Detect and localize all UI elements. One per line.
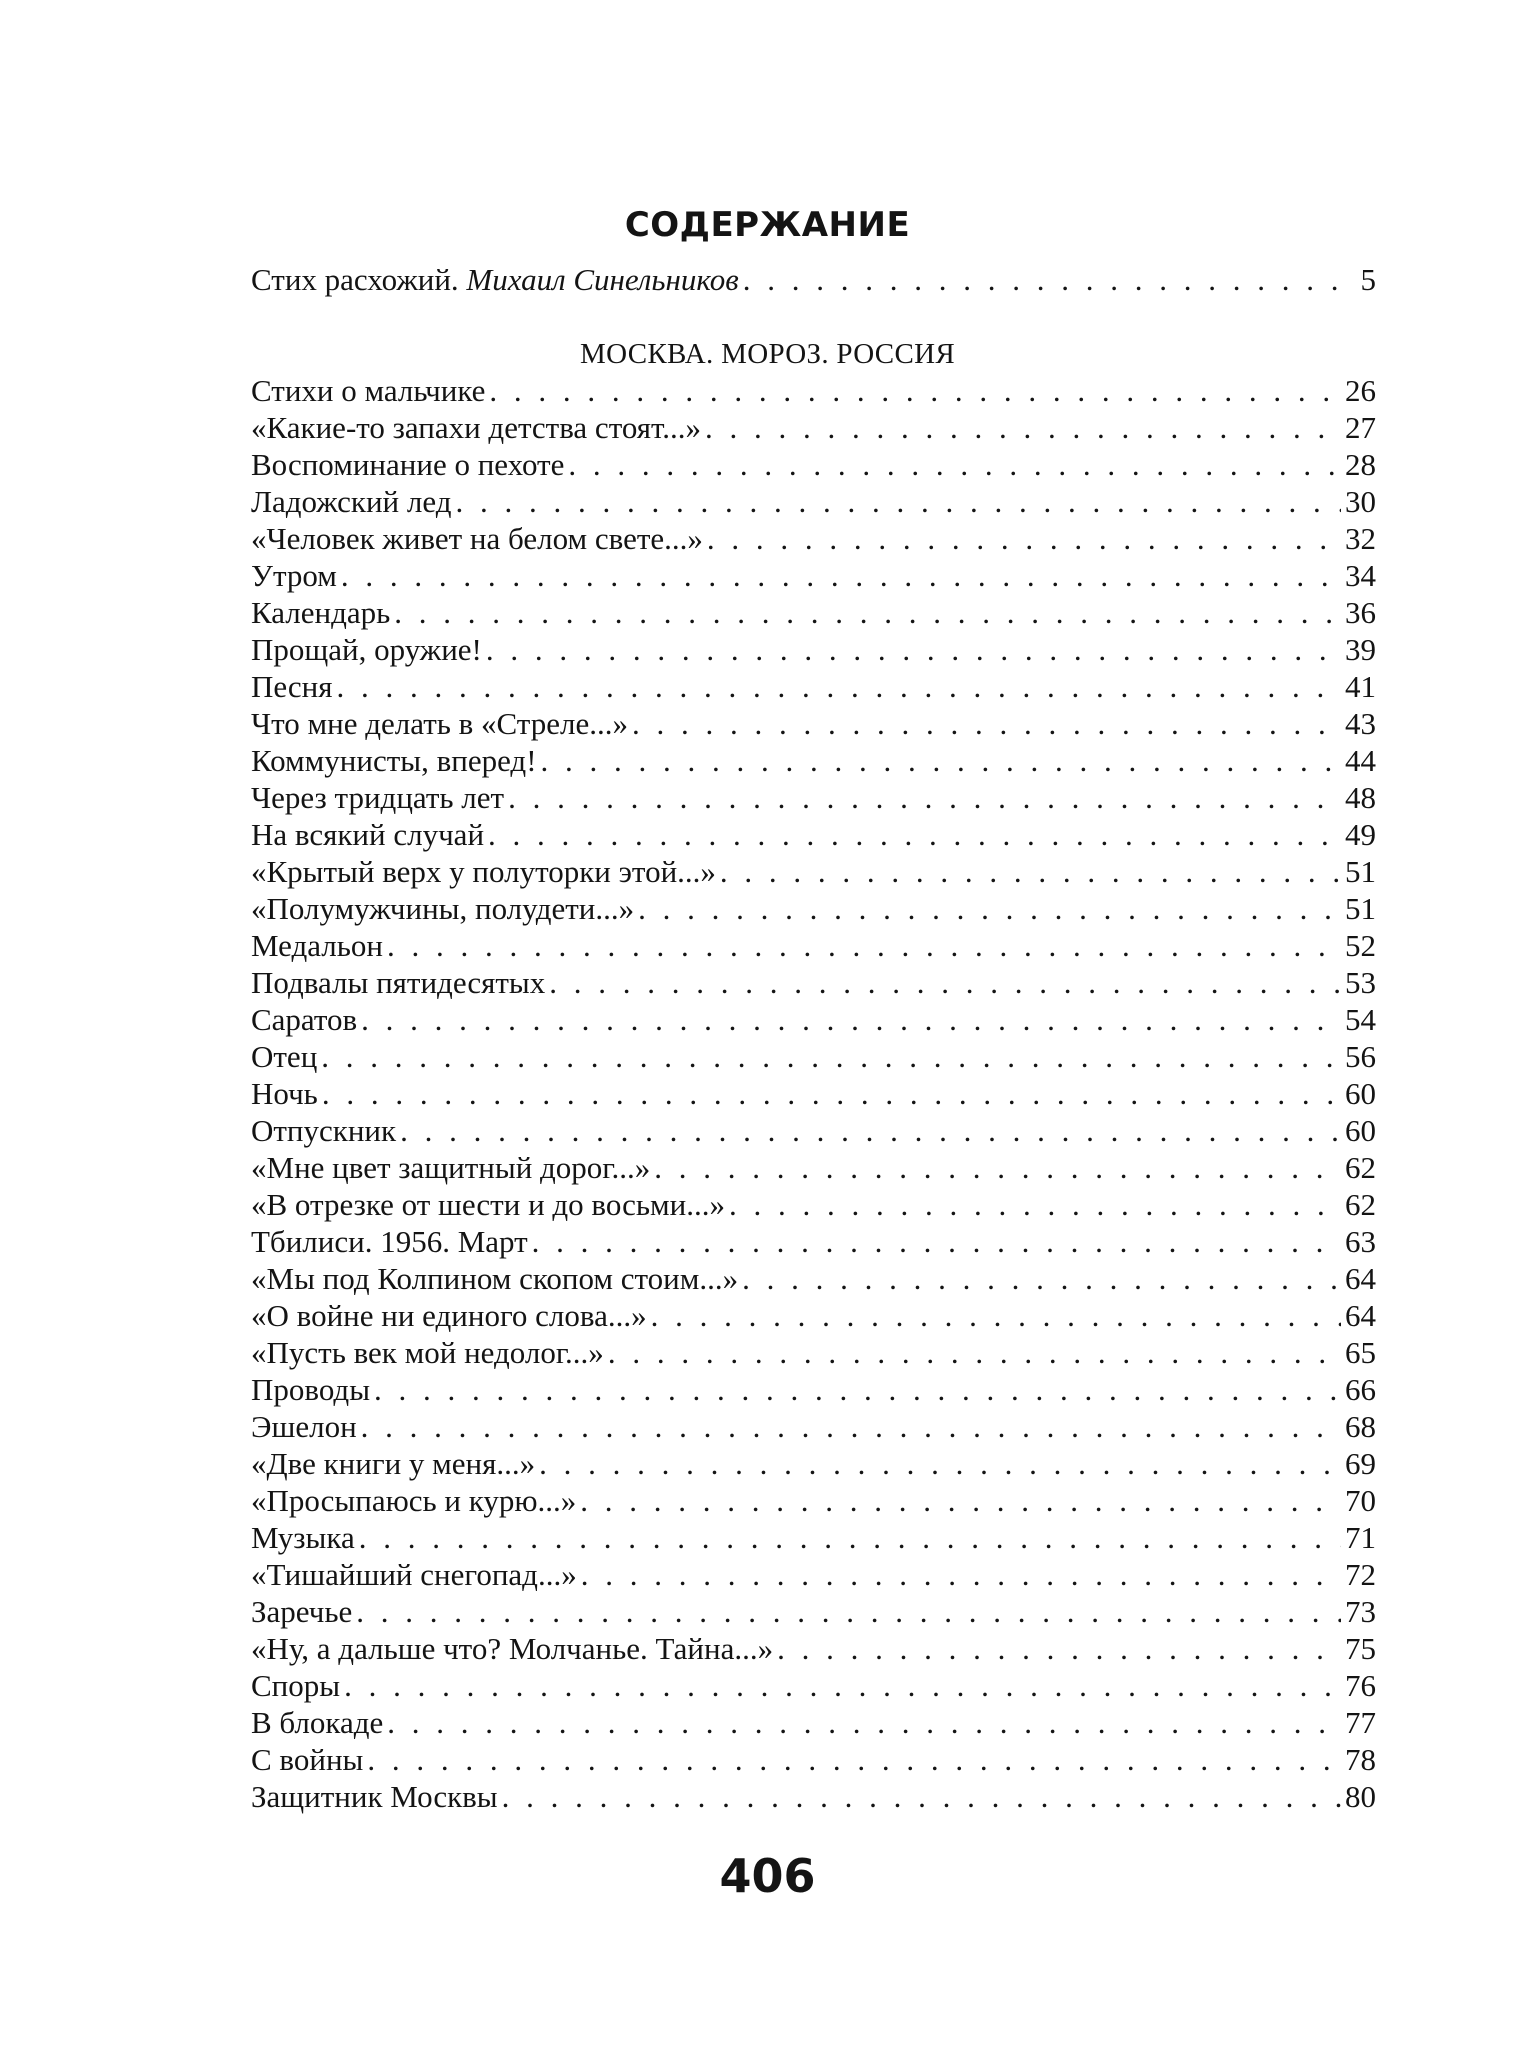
dot-leader xyxy=(581,1556,1341,1593)
toc-entry-page: 32 xyxy=(1345,521,1376,556)
toc-entry-title: «В отрезке от шести и до восьми...» xyxy=(251,1187,725,1222)
toc-entry-title: «Мне цвет защитный дорог...» xyxy=(251,1150,651,1185)
dot-leader xyxy=(361,1408,1341,1445)
toc-entry-page: 26 xyxy=(1345,373,1376,408)
toc-entry xyxy=(251,483,1376,520)
toc-entry-title: Что мне делать в «Стреле...» xyxy=(251,706,628,741)
toc-entry-title: Отпускник xyxy=(251,1113,397,1148)
dot-leader xyxy=(321,1038,1341,1075)
toc-entry xyxy=(251,1001,1376,1038)
toc-entry-title: Медальон xyxy=(251,928,384,963)
toc-entry xyxy=(251,1371,1376,1408)
toc-entry xyxy=(251,853,1376,890)
toc-entry xyxy=(251,779,1376,816)
toc-entry-title: «Две книги у меня...» xyxy=(251,1446,536,1481)
toc-entry-page: 48 xyxy=(1345,780,1376,815)
dot-leader xyxy=(654,1149,1341,1186)
toc-entry xyxy=(251,446,1376,483)
toc-entry-page: 43 xyxy=(1345,706,1376,741)
toc-entry-page: 63 xyxy=(1345,1224,1376,1259)
toc-entry-title: «Просыпаюсь и курю...» xyxy=(251,1483,577,1518)
toc-entry-title: Календарь xyxy=(251,595,391,630)
toc-entry xyxy=(251,1630,1376,1667)
toc-entry-page: 30 xyxy=(1345,484,1376,519)
page-number: 406 xyxy=(719,1849,816,1903)
dot-leader xyxy=(742,1260,1341,1297)
toc-entry-title: «Тишайший снегопад...» xyxy=(251,1557,577,1592)
dot-leader xyxy=(777,1630,1341,1667)
toc-entry-title: Песня xyxy=(251,669,333,704)
toc-entry xyxy=(251,631,1376,668)
toc-list xyxy=(251,372,1376,1815)
toc-entry-title: «О войне ни единого слова...» xyxy=(251,1298,647,1333)
toc-entry-page: 64 xyxy=(1345,1261,1376,1296)
dot-leader xyxy=(539,1445,1341,1482)
toc-entry-page: 53 xyxy=(1345,965,1376,1000)
toc-entry-page: 77 xyxy=(1345,1705,1376,1740)
dot-leader xyxy=(322,1075,1341,1112)
toc-entry-page: 41 xyxy=(1345,669,1376,704)
toc-entry-page: 27 xyxy=(1345,410,1376,445)
toc-entry-title: С войны xyxy=(251,1742,364,1777)
dot-leader xyxy=(638,890,1341,927)
toc-entry xyxy=(251,1408,1376,1445)
dot-leader xyxy=(532,1223,1341,1260)
toc-entry xyxy=(251,1260,1376,1297)
toc-entry-page: 64 xyxy=(1345,1298,1376,1333)
dot-leader xyxy=(361,1001,1341,1038)
toc-entry xyxy=(251,1112,1376,1149)
toc-entry-page: 44 xyxy=(1345,743,1376,778)
toc-entry-title: «Пусть век мой недолог...» xyxy=(251,1335,604,1370)
dot-leader xyxy=(341,557,1341,594)
toc-entry-title: Ладожский лед xyxy=(251,484,452,519)
toc-entry-intro xyxy=(251,258,1376,302)
toc-entry-page: 78 xyxy=(1345,1742,1376,1777)
dot-leader xyxy=(502,1778,1341,1815)
dot-leader xyxy=(549,964,1341,1001)
toc-entry-title: Тбилиси. 1956. Март xyxy=(251,1224,528,1259)
toc-entry-page: 66 xyxy=(1345,1372,1376,1407)
toc-entry xyxy=(251,1482,1376,1519)
dot-leader xyxy=(541,742,1341,779)
dot-leader xyxy=(580,1482,1341,1519)
toc-entry-page: 76 xyxy=(1345,1668,1376,1703)
toc-entry xyxy=(251,1778,1376,1815)
dot-leader xyxy=(344,1667,1341,1704)
toc-entry xyxy=(251,1556,1376,1593)
toc-entry-page: 34 xyxy=(1345,558,1376,593)
toc-entry-page: 75 xyxy=(1345,1631,1376,1666)
toc-entry-page: 62 xyxy=(1345,1150,1376,1185)
toc-entry-page: 5 xyxy=(1360,262,1376,297)
toc-entry xyxy=(251,1149,1376,1186)
toc-entry xyxy=(251,668,1376,705)
toc-entry-title: Проводы xyxy=(251,1372,371,1407)
toc-entry-title: Подвалы пятидесятых xyxy=(251,965,546,1000)
toc-entry-page: 39 xyxy=(1345,632,1376,667)
dot-leader xyxy=(651,1297,1341,1334)
dot-leader xyxy=(568,446,1341,483)
dot-leader xyxy=(632,705,1341,742)
toc-entry xyxy=(251,1186,1376,1223)
toc-entry-title: На всякий случай xyxy=(251,817,485,852)
toc-entry-page: 80 xyxy=(1345,1779,1376,1814)
toc-entry-title: Через тридцать лет xyxy=(251,780,505,815)
toc-entry-page: 72 xyxy=(1345,1557,1376,1592)
toc-entry-page: 71 xyxy=(1345,1520,1376,1555)
toc-entry-page: 69 xyxy=(1345,1446,1376,1481)
dot-leader xyxy=(456,483,1342,520)
dot-leader xyxy=(356,1593,1341,1630)
toc-entry-page: 65 xyxy=(1345,1335,1376,1370)
toc-entry-title: Отец xyxy=(251,1039,318,1074)
toc-entry xyxy=(251,1704,1376,1741)
toc-entry-page: 49 xyxy=(1345,817,1376,852)
dot-leader xyxy=(400,1112,1341,1149)
toc-entry-title: «Какие-то запахи детства стоят...» xyxy=(251,410,701,445)
toc-entry-page: 73 xyxy=(1345,1594,1376,1629)
dot-leader xyxy=(508,779,1341,816)
dot-leader xyxy=(374,1371,1341,1408)
dot-leader xyxy=(486,631,1341,668)
dot-leader xyxy=(337,668,1341,705)
toc-entry xyxy=(251,594,1376,631)
toc-entry-page: 60 xyxy=(1345,1076,1376,1111)
toc-entry xyxy=(251,705,1376,742)
toc-entry-page: 51 xyxy=(1345,891,1376,926)
toc-entry-title: «Полумужчины, полудети...» xyxy=(251,891,635,926)
toc-entry xyxy=(251,372,1376,409)
toc-entry-title: Саратов xyxy=(251,1002,358,1037)
dot-leader xyxy=(359,1519,1341,1556)
toc-entry-title: Эшелон xyxy=(251,1409,357,1444)
toc-entry-title: Воспоминание о пехоте xyxy=(251,447,565,482)
toc-entry-title: «Мы под Колпином скопом стоим...» xyxy=(251,1261,739,1296)
toc-entry-title: Музыка xyxy=(251,1520,355,1555)
toc-entry xyxy=(251,1297,1376,1334)
dot-leader xyxy=(489,372,1341,409)
toc-entry xyxy=(251,1038,1376,1075)
section-title: МОСКВА. МОРОЗ. РОССИЯ xyxy=(580,338,955,370)
toc-entry xyxy=(251,1667,1376,1704)
toc-entry-title: Утром xyxy=(251,558,337,593)
toc-entry-title: Заречье xyxy=(251,1594,353,1629)
toc-entry xyxy=(251,520,1376,557)
toc-entry-page: 60 xyxy=(1345,1113,1376,1148)
toc-entry-title: «Крытый верх у полуторки этой...» xyxy=(251,854,716,889)
toc-entry-title: Стих расхожий. xyxy=(251,262,459,297)
dot-leader xyxy=(387,927,1341,964)
toc-entry xyxy=(251,1519,1376,1556)
toc-entry-title: Защитник Москвы xyxy=(251,1779,498,1814)
toc-entry-title: «Ну, а дальше что? Молчанье. Тайна...» xyxy=(251,1631,774,1666)
dot-leader xyxy=(488,816,1341,853)
toc-entry xyxy=(251,742,1376,779)
toc-entry-page: 51 xyxy=(1345,854,1376,889)
dot-leader xyxy=(707,520,1341,557)
toc-entry-title: Ночь xyxy=(251,1076,318,1111)
toc-entry xyxy=(251,1445,1376,1482)
toc-entry-title: «Человек живет на белом свете...» xyxy=(251,521,703,556)
dot-leader xyxy=(705,409,1341,446)
toc-entry-page: 62 xyxy=(1345,1187,1376,1222)
page-heading: СОДЕРЖАНИЕ xyxy=(624,204,911,245)
toc-entry-title: Прощай, оружие! xyxy=(251,632,482,667)
dot-leader xyxy=(367,1741,1341,1778)
toc-entry xyxy=(251,1075,1376,1112)
toc-entry xyxy=(251,890,1376,927)
toc-entry-author: Михаил Синельников xyxy=(466,262,739,297)
toc-entry xyxy=(251,1223,1376,1260)
toc-entry-page: 36 xyxy=(1345,595,1376,630)
toc-entry-page: 52 xyxy=(1345,928,1376,963)
toc-entry-title: Стихи о мальчике xyxy=(251,373,486,408)
toc-entry xyxy=(251,1741,1376,1778)
dot-leader xyxy=(394,594,1341,631)
toc-entry-title: Коммунисты, вперед! xyxy=(251,743,537,778)
toc-entry xyxy=(251,1593,1376,1630)
toc-entry xyxy=(251,1334,1376,1371)
toc-entry xyxy=(251,557,1376,594)
dot-leader xyxy=(608,1334,1341,1371)
toc-entry-title: Споры xyxy=(251,1668,341,1703)
toc-entry-page: 68 xyxy=(1345,1409,1376,1444)
dot-leader xyxy=(743,258,1357,302)
toc-entry-page: 54 xyxy=(1345,1002,1376,1037)
toc-entry xyxy=(251,816,1376,853)
dot-leader xyxy=(729,1186,1341,1223)
toc-entry-page: 70 xyxy=(1345,1483,1376,1518)
toc-entry xyxy=(251,409,1376,446)
toc-entry-title: В блокаде xyxy=(251,1705,384,1740)
toc-entry xyxy=(251,927,1376,964)
toc-entry-page: 56 xyxy=(1345,1039,1376,1074)
dot-leader xyxy=(720,853,1341,890)
dot-leader xyxy=(387,1704,1341,1741)
toc-entry-page: 28 xyxy=(1345,447,1376,482)
toc-entry xyxy=(251,964,1376,1001)
